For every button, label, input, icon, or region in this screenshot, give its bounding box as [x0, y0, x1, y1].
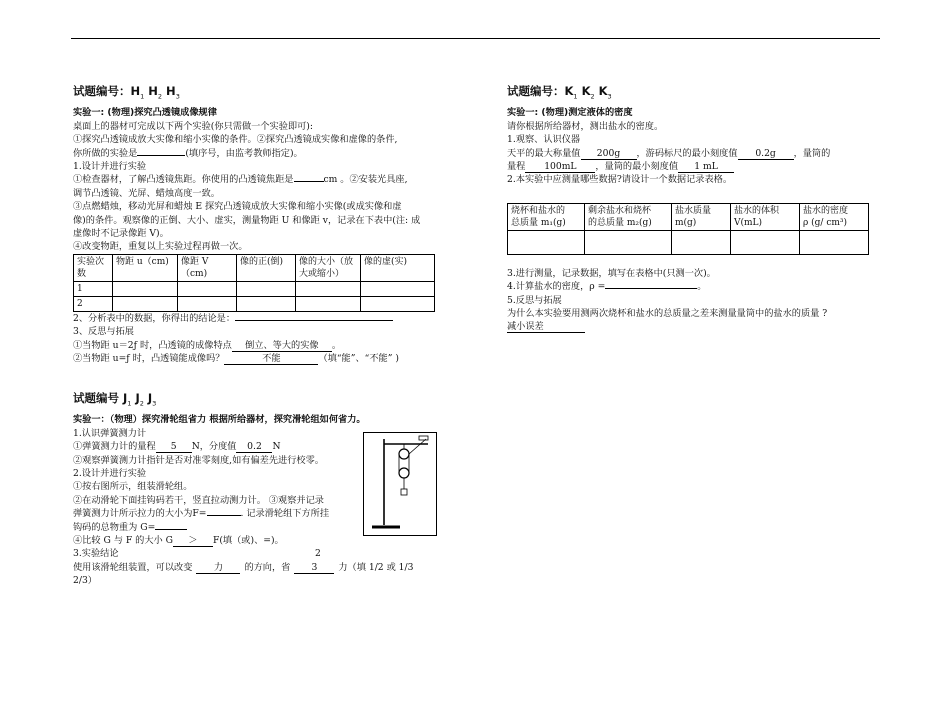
table-header: 烧杯和盐水的 总质量 m₁(g): [508, 203, 585, 230]
answer-blank: [235, 320, 393, 321]
answer-blank: 不能: [224, 353, 318, 365]
text-line: ④改变物距，重复以上实验过程再做一次。: [73, 241, 248, 253]
answer-blank: 100mL: [525, 161, 595, 173]
table-header: 盐水质量 m(g): [672, 203, 731, 230]
answer-blank: [137, 155, 185, 156]
text-line: 钩码的总物重为 G=: [73, 521, 445, 534]
text-line: 弹簧测力计所示拉力的大小为F= . 记录滑轮组下方所挂: [73, 508, 330, 520]
section-k-title: 试题编号：$K_1$ $K_2$ $K_3$: [507, 84, 612, 101]
table-header: 实验次数: [74, 254, 113, 281]
table-cell: 2: [74, 296, 113, 311]
exp-title: 实验一: (物理)测定液体的密度: [507, 107, 633, 119]
text-line: 量程 100mL ，量筒的最小刻度值 1 mL: [507, 160, 882, 173]
data-table: [73, 254, 435, 312]
answer-blank: 倒立、等大的实像: [232, 340, 332, 352]
answer-blank: [207, 515, 241, 516]
text-line: 4.计算盐水的密度，ρ = 。: [507, 281, 707, 293]
answer-blank: ＞: [173, 535, 213, 547]
text-line: 调节凸透镜、光屏、蜡烛高度一致。: [73, 187, 220, 199]
answer-blank: [294, 181, 324, 182]
answer-blank: [155, 529, 187, 530]
text-line: 虚像时不记录像距 V)。: [73, 227, 169, 239]
table-header: 像的虚(实): [361, 254, 435, 281]
text-line: ①探究凸透镜成放大实像和缩小实像的条件。②探究凸透镜成实像和虚像的条件,: [73, 134, 398, 146]
answer-blank: 5: [156, 441, 192, 453]
text-line: 1.设计并进行实验: [73, 160, 147, 172]
text-line: 3、反思与拓展: [73, 326, 134, 338]
text-line: ②当物距 u=ƒ 时，凸透镜能成像吗？ 不能 （填“能”、“不能” ): [73, 352, 399, 364]
answer-blank: 0.2: [236, 441, 272, 453]
answer-blank: 减小误差: [507, 321, 585, 333]
text-line: ③点燃蜡烛，移动光屏和蜡烛 E 探究凸透镜成放大实像和缩小实像(或成实像和虚: [73, 201, 402, 213]
answer-blank: 200g: [581, 148, 637, 160]
text-line: ①当物距 u＝2ƒ 时，凸透镜的成像特点 倒立、等大的实像 。: [73, 339, 342, 351]
table-header: 物距 u（cm): [113, 254, 178, 281]
pulley-diagram-icon: [364, 433, 436, 535]
answer-blank: [605, 288, 697, 289]
text-line: 2、分析表中的数据，你得出的结论是：: [73, 312, 445, 325]
section-k: [507, 83, 882, 334]
text-line: [507, 320, 882, 333]
exp-title: 实验一：（物理）探究滑轮组省力 根据所给器材，探究滑轮组如何省力。: [73, 414, 366, 426]
section-h-title: 试题编号：$H_1$ $H_2$ $H_3$: [73, 84, 180, 101]
text-line: 请你根据所给器材，测出盐水的密度。: [507, 120, 664, 132]
text-line: 1.认识弹簧测力计: [73, 427, 147, 439]
record-table: [507, 203, 869, 255]
section-j-title: 试题编号 $J_1$ $J_2$ $J_3$: [73, 391, 157, 408]
table-header: 盐水的体积 V(mL): [731, 203, 800, 230]
text-line: 3.实验结论 2: [73, 548, 321, 560]
table-cell: 1: [74, 281, 113, 296]
text-line: 像)的条件。观察像的正倒、大小、虚实，测量物距 U 和像距 v，记录在下表中(注: 成: [73, 214, 421, 226]
text-line: 1.观察、认识仪器: [507, 134, 581, 146]
exp-title: 实验一: (物理)探究凸透镜成像规律: [73, 107, 217, 119]
table-header: 剩余盐水和烧杯 的总质量 m₂(g): [585, 203, 672, 230]
text-line: ④比较 G 与 F 的大小 G ＞ F(填（或)、=)。: [73, 534, 284, 546]
text-line: ②观察弹簧测力计指针是否对准零刻度,如有偏差先进行校零。: [73, 454, 324, 466]
text-line: 桌面上的器材可完成以下两个实验(你只需做一个实验即可):: [73, 120, 313, 132]
text-line: 3.进行测量，记录数据，填写在表格中(只测一次)。: [507, 267, 716, 279]
text-line: 为什么本实验要用测两次烧杯和盐水的总质量之差来测量量筒中的盐水的质量 ?: [507, 307, 828, 319]
text-line: ①按右图所示，组装滑轮组。: [73, 481, 193, 493]
text-line: ②在动滑轮下面挂钩码若干，竖直拉动测力计。 ③观察并记录: [73, 494, 324, 506]
table-header: 像距 V（cm): [178, 254, 237, 281]
text-line: 5.反思与拓展: [507, 294, 562, 306]
answer-blank: 1 mL: [678, 161, 734, 173]
text-line: 你所做的实验是 (填序号，由监考教师指定)。: [73, 147, 303, 159]
table-header: 像的正(倒): [237, 254, 296, 281]
table-header: 像的大小（放大或缩小）: [296, 254, 361, 281]
section-h: [73, 83, 445, 365]
text-line: 2.设计并进行实验: [73, 467, 147, 479]
header-rule: [71, 38, 880, 39]
answer-blank: 力: [196, 562, 240, 574]
text-line: 天平的最大称量值 200g ，游码标尺的最小刻度值 0.2g ，量筒的: [507, 147, 831, 159]
text-line: ①弹簧测力计的量程 5 N，分度值 0.2 N: [73, 441, 281, 453]
pulley-apparatus-figure: [363, 432, 437, 536]
text-line: 2.本实验中应测量哪些数据?请设计一个数据记录表格。: [507, 174, 733, 186]
fraction-numerator: 2: [315, 548, 321, 560]
text-line: ①检查器材，了解凸透镜焦距。你使用的凸透镜焦距是 cm 。②安装光具座,: [73, 174, 408, 186]
answer-blank: 0.2g: [738, 148, 794, 160]
text-line: 使用该滑轮组装置，可以改变 力 的方向，省 3 力（填 1/2 或 1/3: [73, 561, 414, 573]
text-line: 2/3）: [73, 575, 97, 587]
table-header: 盐水的密度 ρ (g/ cm³): [800, 203, 869, 230]
answer-blank: 3: [294, 562, 334, 574]
